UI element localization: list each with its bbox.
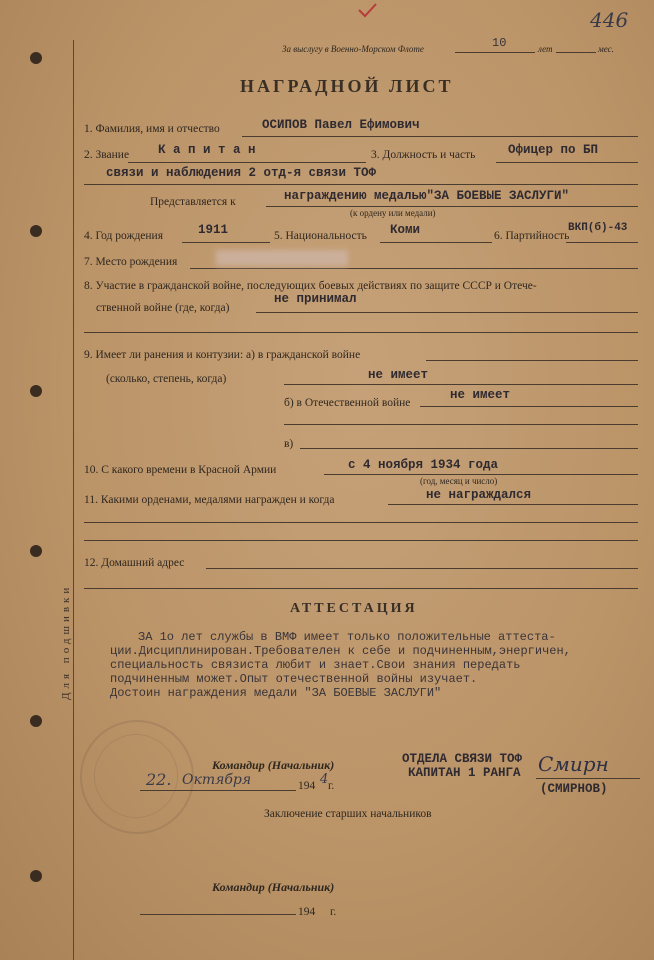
field-10-value: с 4 ноября 1934 года — [348, 458, 499, 472]
attestation-line: Достоин награждения медали "ЗА БОЕВЫЕ ЗАСЛУГИ" — [110, 686, 442, 700]
redacted-birthplace — [216, 250, 348, 266]
signer-name: (СМИРНОВ) — [540, 782, 608, 796]
field-2-label: 2. Звание — [84, 149, 130, 161]
binding-margin-line — [73, 40, 74, 960]
field-5-label: 5. Национальность — [274, 230, 367, 242]
field-8-label: 8. Участие в гражданской войне, последующих боевых действиях по защите СССР и Отече- — [84, 280, 537, 292]
binding-hole — [30, 715, 42, 727]
field-9b-value: не имеет — [450, 388, 511, 402]
senior-conclusion-label: Заключение старших начальников — [264, 808, 432, 820]
senior-year-suffix: г. — [330, 906, 337, 918]
round-seal-stamp — [80, 720, 194, 834]
signature-date-month: Октября — [182, 772, 252, 788]
signer-org: ОТДЕЛА СВЯЗИ ТОФ — [402, 752, 523, 766]
attestation-line: подчиненным может.Опыт отечественной войны изучает. — [110, 672, 478, 686]
binding-hole — [30, 870, 42, 882]
attestation-title: АТТЕСТАЦИЯ — [290, 601, 418, 616]
field-5-value: Коми — [390, 223, 421, 237]
binding-side-label: Для подшивки — [60, 583, 72, 700]
field-8-label-cont: ственной войне (где, когда) — [96, 302, 230, 314]
signature-scribble: Смирн — [538, 752, 609, 776]
field-1-label: 1. Фамилия, имя и отчество — [84, 123, 220, 135]
years-label: лет — [538, 44, 553, 54]
senior-year-prefix: 194 — [298, 906, 316, 918]
field-11-label: 11. Какими орденами, медалями награжден и когда — [84, 494, 335, 506]
presented-label: Представляется к — [150, 196, 236, 208]
field-2-value: К а п и т а н — [158, 143, 256, 157]
field-11-value: не награждался — [426, 488, 532, 502]
service-prefix: За выслугу в Военно-Морском Флоте — [282, 44, 424, 54]
field-9c-label: в) — [284, 438, 294, 450]
months-label: мес. — [598, 44, 614, 54]
presented-hint: (к ордену или медали) — [350, 208, 436, 218]
field-8-value: не принимал — [274, 292, 357, 306]
field-3-label: 3. Должность и часть — [371, 149, 476, 161]
field-4-label: 4. Год рождения — [84, 230, 163, 242]
binding-hole — [30, 52, 42, 64]
binding-hole — [30, 225, 42, 237]
field-7-label: 7. Место рождения — [84, 256, 178, 268]
signature-year-suffix: г. — [328, 780, 335, 792]
field-6-label: 6. Партийность — [494, 230, 570, 242]
field-3-value: Офицер по БП — [508, 143, 599, 157]
field-1-value: ОСИПОВ Павел Ефимович — [262, 118, 420, 132]
field-9b-label: б) в Отечественной войне — [284, 397, 411, 409]
attestation-line: ЗА 1о лет службы в ВМФ имеет только положительные аттеста- — [138, 630, 556, 644]
attestation-line: ции.Дисциплинирован.Требователен к себе и подчиненным,энергичен, — [110, 644, 571, 658]
field-10-label: 10. С какого времени в Красной Армии — [84, 464, 277, 476]
attestation-line: специальность связиста любит и знает.Свои знания передать — [110, 658, 521, 672]
field-9-label: 9. Имеет ли ранения и контузии: а) в гражданской войне — [84, 349, 361, 361]
signature-date-day: 22. — [146, 770, 172, 789]
field-4-value: 1911 — [198, 223, 229, 237]
presented-value: награждению медалью"ЗА БОЕВЫЕ ЗАСЛУГИ" — [284, 189, 570, 203]
signature-year-prefix: 194 — [298, 780, 316, 792]
binding-hole — [30, 545, 42, 557]
senior-commander-label: Командир (Начальник) — [212, 880, 335, 894]
signer-rank: КАПИТАН 1 РАНГА — [408, 766, 521, 780]
field-10-hint: (год, месяц и число) — [420, 476, 498, 486]
field-9a-value: не имеет — [368, 368, 429, 382]
field-12-label: 12. Домашний адрес — [84, 557, 185, 569]
field-3-value-cont: связи и наблюдения 2 отд-я связи ТОФ — [106, 166, 377, 180]
service-years: 10 — [492, 36, 507, 50]
commander-label: Командир (Начальник) — [212, 758, 335, 772]
field-9-hint: (сколько, степень, когда) — [106, 373, 227, 385]
signature-year-digit: 4 — [320, 772, 329, 787]
checkmark-icon — [356, 2, 380, 20]
page-title: НАГРАДНОЙ ЛИСТ — [240, 76, 454, 96]
binding-hole — [30, 385, 42, 397]
archive-number: 446 — [590, 8, 629, 32]
field-6-value: ВКП(б)-43 — [568, 222, 628, 234]
